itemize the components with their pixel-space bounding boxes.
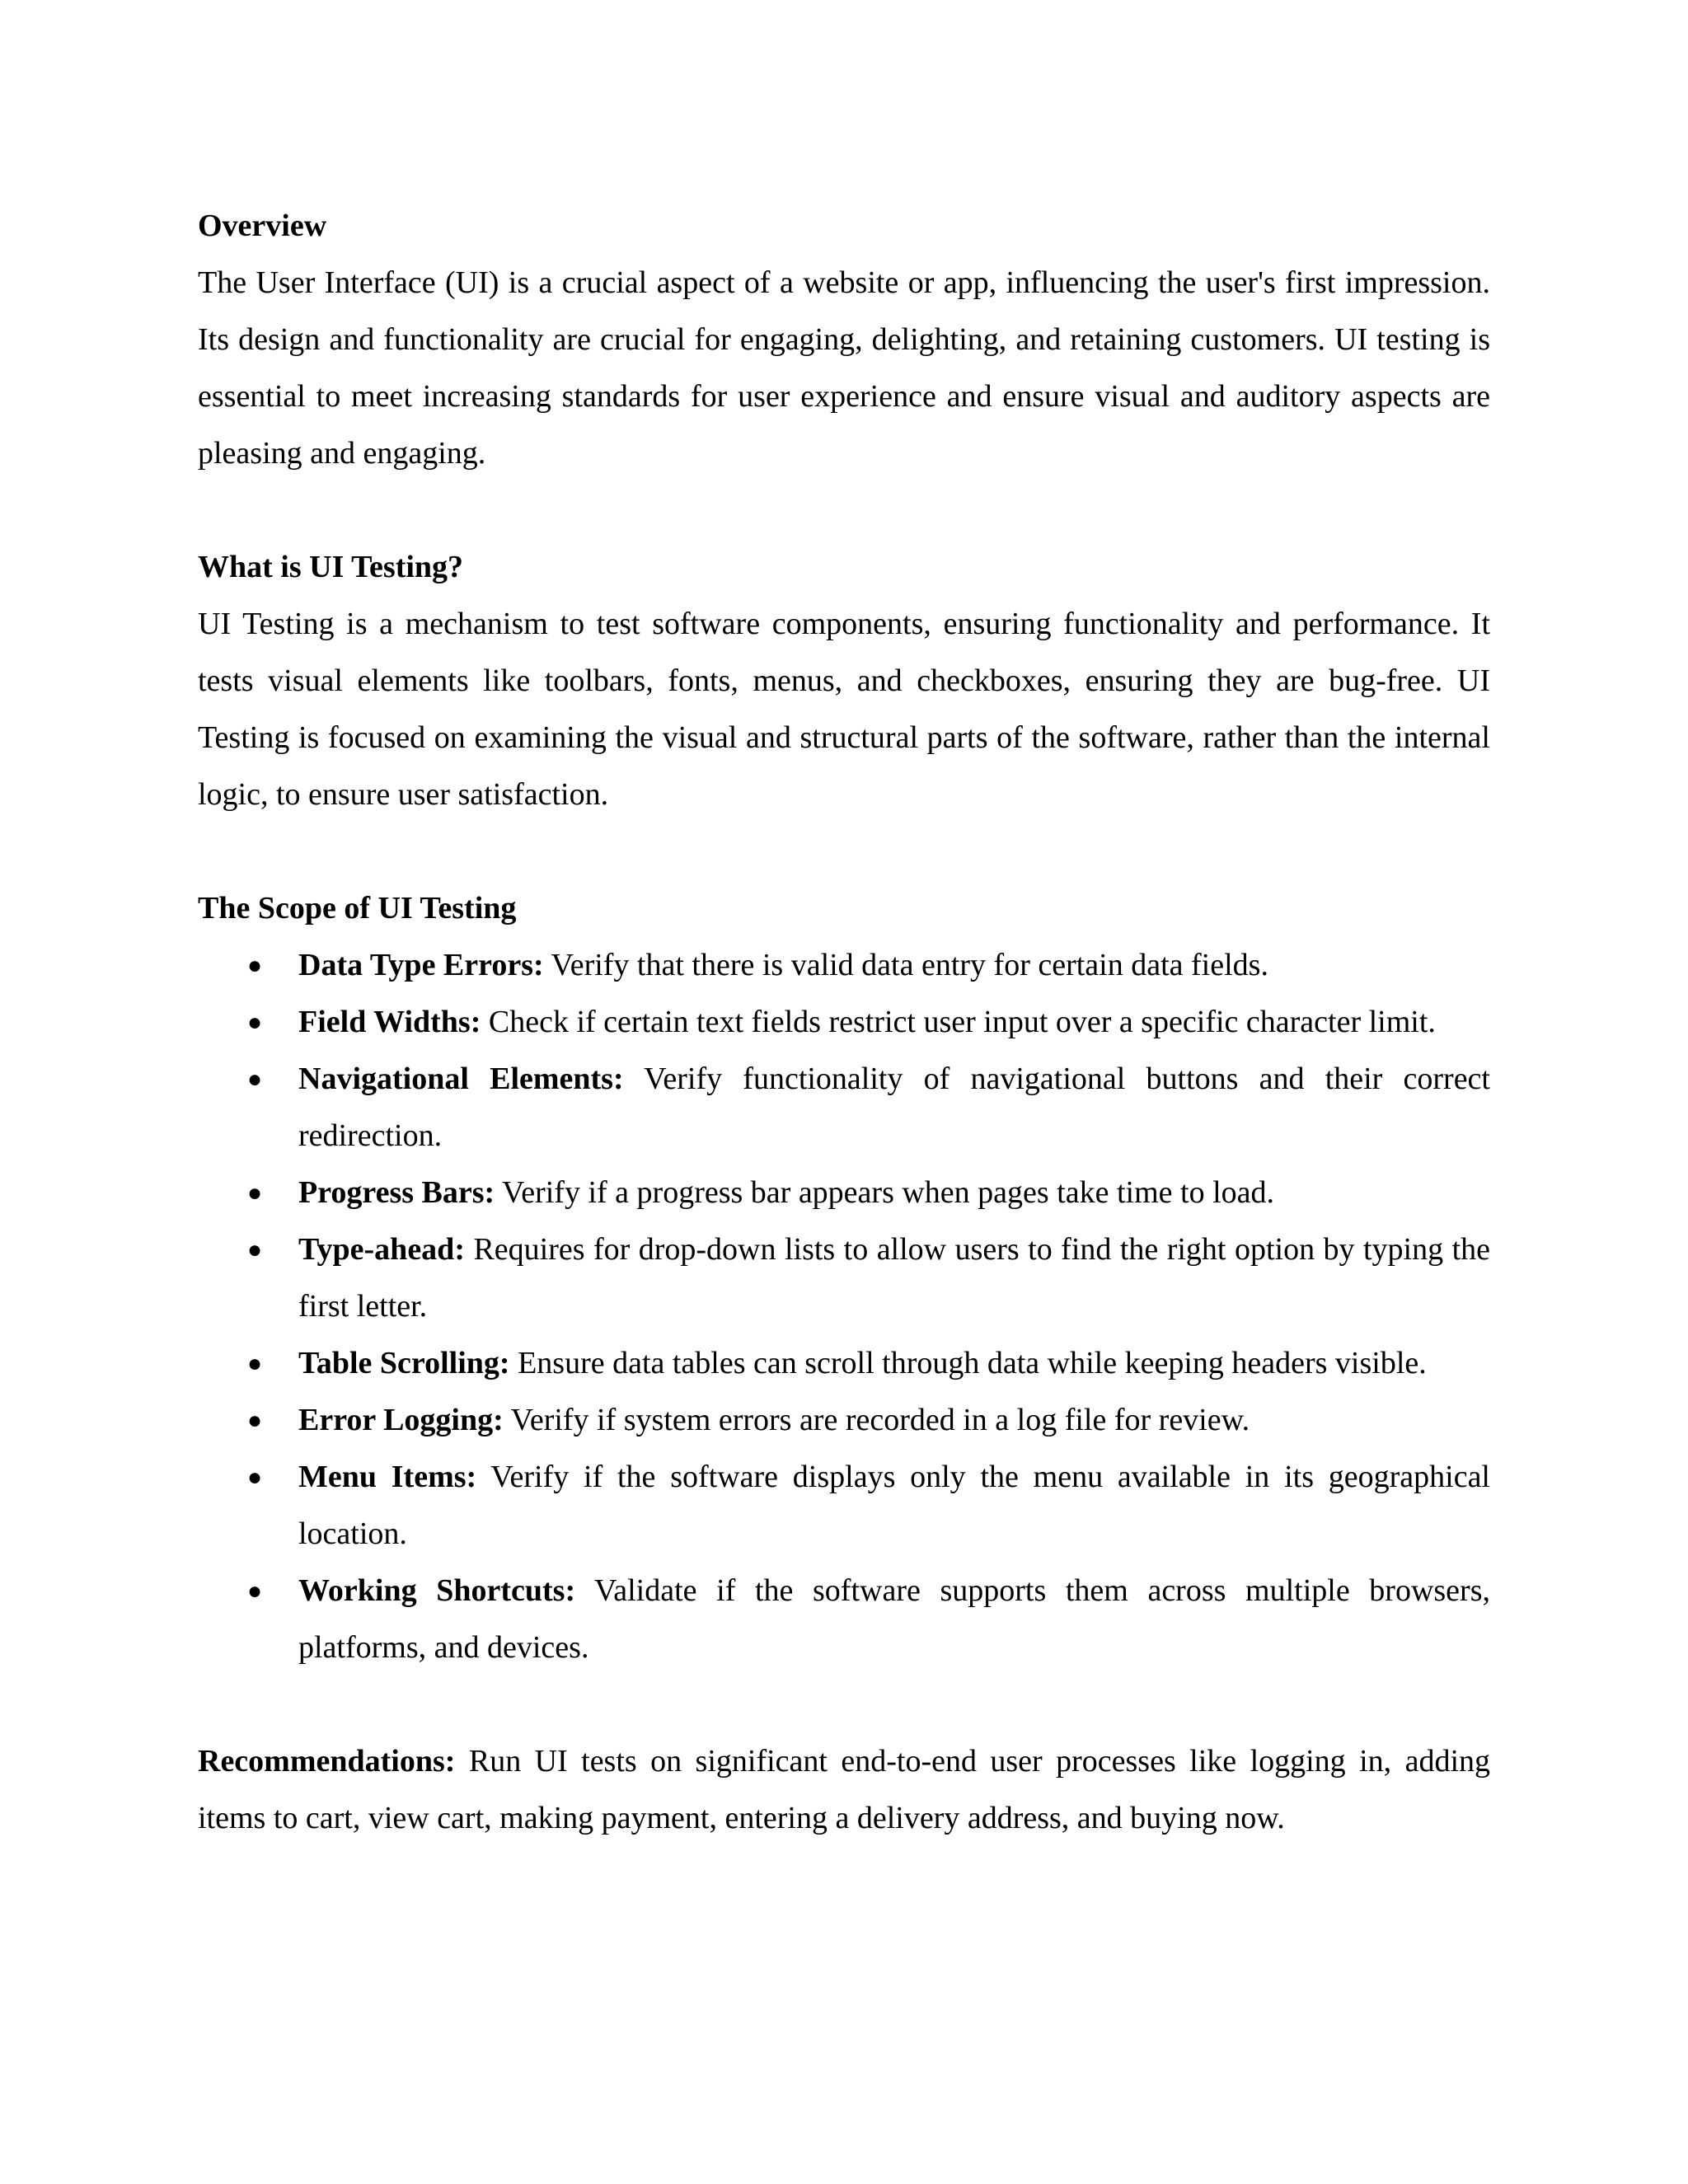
list-item-term: Working Shortcuts: xyxy=(298,1573,576,1608)
bullet-icon: ● xyxy=(247,1464,263,1491)
what-is-ui-testing-paragraph: UI Testing is a mechanism to test software components, ensuring functionality and performance. It tests visual elements like toolbars, fonts, menus, and checkboxes, ensuring they are bug-free. UI Testing is focused on examining the visual and structural parts of the software, rather than the internal logic, to ensure user satisfaction. xyxy=(198,607,1490,812)
list-item-term: Error Logging: xyxy=(298,1403,504,1437)
overview-paragraph: The User Interface (UI) is a crucial aspect of a website or app, influencing the user's first impression. Its design and functionality are crucial for engaging, delighting, and retaining customers. UI testing is essential to meet increasing standards for user experience and ensure visual and auditory aspects are pleasing and engaging. xyxy=(198,265,1490,471)
list-item-text: Requires for drop-down lists to allow users to find the right option by typing the first letter. xyxy=(298,1232,1490,1324)
list-item xyxy=(198,1051,1490,1165)
list-item-text: Verify if the software displays only the menu available in its geographical location. xyxy=(298,1460,1490,1551)
bullet-icon: ● xyxy=(247,952,263,979)
what-is-ui-testing-heading: What is UI Testing? xyxy=(198,550,464,584)
bullet-icon: ● xyxy=(247,1009,263,1036)
list-item-term: Navigational Elements: xyxy=(298,1062,624,1096)
bullet-icon: ● xyxy=(247,1577,263,1605)
list-item-term: Data Type Errors: xyxy=(298,948,544,982)
scope-section xyxy=(198,880,1490,1676)
bullet-icon: ● xyxy=(247,1179,263,1207)
list-item-text: Verify that there is valid data entry for certain data fields. xyxy=(551,948,1268,982)
list-item xyxy=(198,1165,1490,1221)
bullet-icon: ● xyxy=(247,1407,263,1434)
list-item-term: Type-ahead: xyxy=(298,1232,465,1267)
list-item-term: Menu Items: xyxy=(298,1460,477,1494)
list-item-term: Table Scrolling: xyxy=(298,1346,510,1380)
list-item xyxy=(198,1392,1490,1449)
recommendations-text: Run UI tests on significant end-to-end user processes like logging in, adding items to cart, view cart, making payment, entering a delivery address, and buying now. xyxy=(198,1744,1491,1835)
overview-section xyxy=(198,198,1490,482)
list-item-term: Field Widths: xyxy=(298,1005,481,1039)
list-item-text: Validate if the software supports them across multiple browsers, platforms, and devices. xyxy=(298,1573,1490,1665)
list-item xyxy=(198,1221,1490,1335)
list-item-text: Verify if system errors are recorded in a log file for review. xyxy=(510,1403,1250,1437)
list-item-term: Progress Bars: xyxy=(298,1175,495,1210)
recommendations-paragraph xyxy=(198,1733,1490,1847)
list-item xyxy=(198,994,1490,1051)
list-item xyxy=(198,937,1490,994)
list-item-text: Ensure data tables can scroll through data while keeping headers visible. xyxy=(518,1346,1427,1380)
document-page xyxy=(198,198,1490,1904)
recommendations-section xyxy=(198,1733,1490,1847)
bullet-icon: ● xyxy=(247,1066,263,1093)
list-item-text: Verify if a progress bar appears when pages take time to load. xyxy=(502,1175,1274,1210)
list-item xyxy=(198,1449,1490,1563)
list-item xyxy=(198,1563,1490,1676)
bullet-icon: ● xyxy=(247,1350,263,1377)
list-item-text: Verify functionality of navigational buttons and their correct redirection. xyxy=(298,1062,1490,1153)
overview-heading: Overview xyxy=(198,209,327,243)
recommendations-label: Recommendations: xyxy=(198,1744,456,1779)
what-is-ui-testing-section xyxy=(198,539,1490,823)
bullet-icon: ● xyxy=(247,1236,263,1263)
list-item-text: Check if certain text fields restrict user input over a specific character limit. xyxy=(488,1005,1436,1039)
list-item xyxy=(198,1335,1490,1392)
scope-list xyxy=(198,937,1490,1676)
scope-heading: The Scope of UI Testing xyxy=(198,891,517,926)
